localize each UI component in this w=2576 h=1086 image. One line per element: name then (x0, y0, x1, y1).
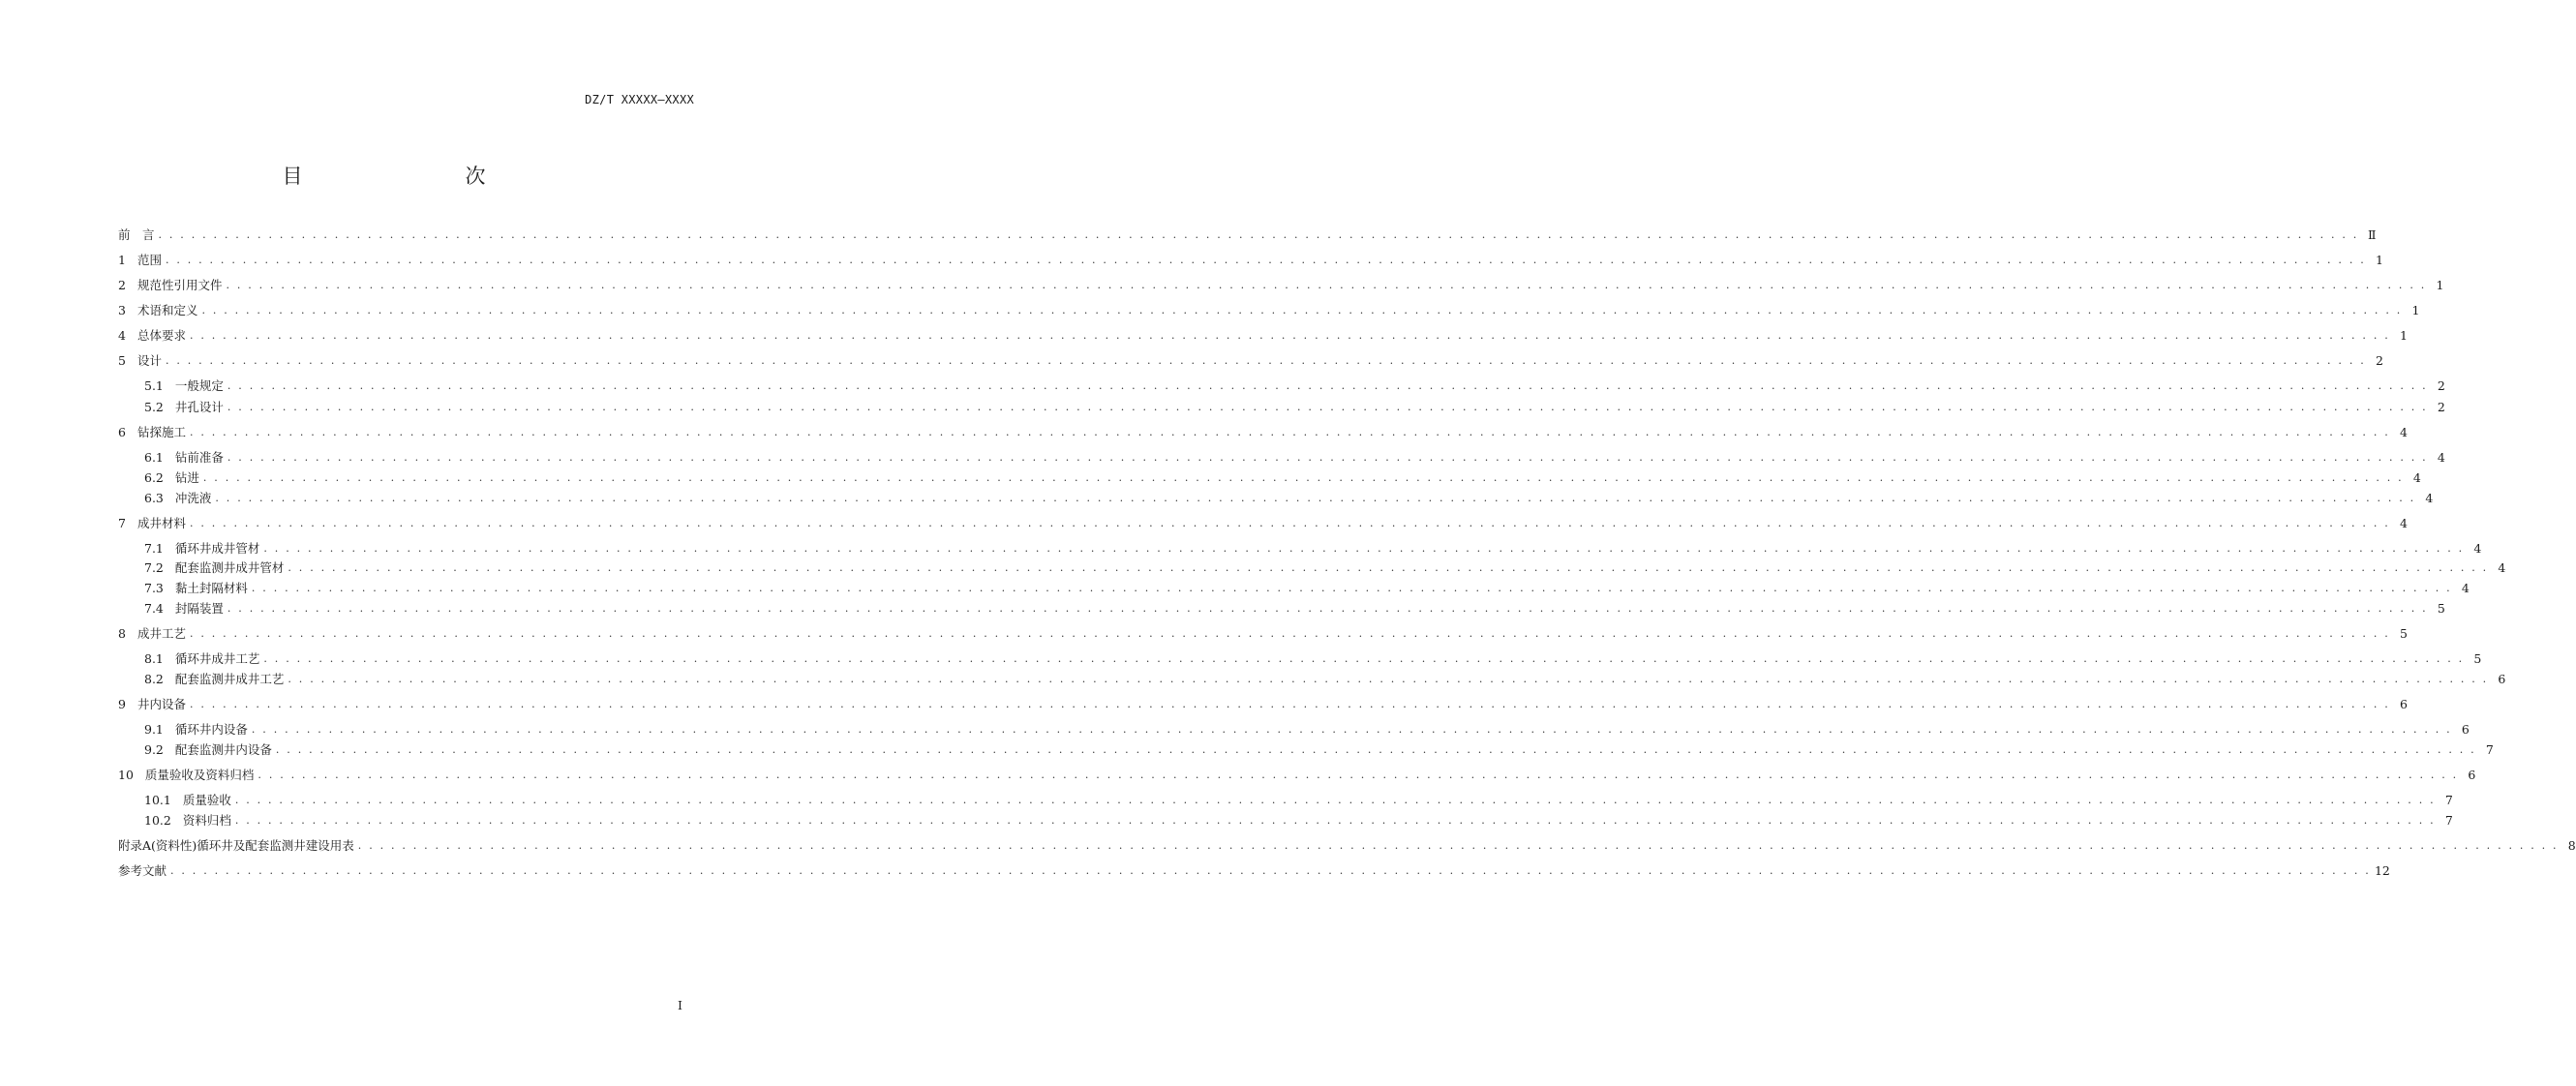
toc-entry-label: 配套监测井成井工艺 (174, 672, 285, 686)
toc-entry[interactable] (118, 300, 2420, 319)
toc-entry-number: 2 (118, 277, 126, 292)
toc-entry-label: 术语和定义 (136, 303, 198, 317)
toc-entry-label: 规范性引用文件 (136, 278, 223, 292)
toc-entry[interactable] (118, 765, 2476, 784)
toc-entry[interactable] (118, 250, 2383, 269)
toc-entry-page: 12 (2374, 862, 2390, 878)
toc-entry[interactable] (144, 598, 2445, 618)
toc-entry-number: 9 (118, 696, 126, 711)
toc-entry[interactable] (118, 694, 2408, 713)
toc-entry-number: 1 (118, 252, 126, 267)
toc-leader-dots: . . . . . . . . . . . . . . . . . . . . . . . . . . . . . . . . . . . . . . . . . . . . . . . . . . . . . . . . . . . . . . . . . . . . . . . . . . . . . . . . . . . . . . . . . . . . . . . . . . . . . . . . . . . . . . . . . . . . . . . . . . . . . . . . . . . . . . . . . . . . . . . . . . . . . . . . . . . . . . . . . . . . . . . . . . . . . . . . . . . . . . . . . . . . . . . . . . . . . . . . (258, 768, 2459, 781)
toc-leader-dots: . . . . . . . . . . . . . . . . . . . . . . . . . . . . . . . . . . . . . . . . . . . . . . . . . . . . . . . . . . . . . . . . . . . . . . . . . . . . . . . . . . . . . . . . . . . . . . . . . . . . . . . . . . . . . . . . . . . . . . . . . . . . . . . . . . . . . . . . . . . . . . . . . . . . . . . . . . . . . . . . . . . . . . . . . . . . . . . . . . . . . . . . . . . . . . . . . . . . . . . . (288, 560, 2489, 574)
toc-entry-label: 井孔设计 (174, 400, 224, 414)
toc-entry[interactable] (144, 538, 2482, 558)
toc-entry-label: 循环井成井工艺 (174, 651, 260, 666)
toc-entry-number: 7 (118, 515, 126, 530)
toc-leader-dots: . . . . . . . . . . . . . . . . . . . . . . . . . . . . . . . . . . . . . . . . . . . . . . . . . . . . . . . . . . . . . . . . . . . . . . . . . . . . . . . . . . . . . . . . . . . . . . . . . . . . . . . . . . . . . . . . . . . . . . . . . . . . . . . . . . . . . . . . . . . . . . . . . . . . . . . . . . . . . . . . . . . . . . . . . . . . . . . . . . . . . . . . . . . . . . . . . . . . . . . . (189, 516, 2390, 529)
toc-entry-number: 7.3 (144, 580, 164, 595)
toc-entry-page: 4 (2473, 540, 2482, 556)
toc-entry-number: 7.4 (144, 600, 164, 616)
toc-entry-page: 4 (2437, 449, 2445, 465)
toc-entry-label: 质量验收及资料归档 (144, 768, 255, 782)
footer-page-number: I (678, 998, 682, 1012)
toc-entry[interactable] (144, 488, 2434, 507)
toc-entry-number: 10.2 (144, 812, 171, 828)
document-code: DZ/T XXXXX—XXXX (585, 93, 694, 106)
toc-entry-page: 2 (2437, 399, 2445, 414)
toc-leader-dots: . . . . . . . . . . . . . . . . . . . . . . . . . . . . . . . . . . . . . . . . . . . . . . . . . . . . . . . . . . . . . . . . . . . . . . . . . . . . . . . . . . . . . . . . . . . . . . . . . . . . . . . . . . . . . . . . . . . . . . . . . . . . . . . . . . . . . . . . . . . . . . . . . . . . . . . . . . . . . . . . . . . . . . . . . . . . . . . . . . . . . . . . . . . . . . . . . . . . . . . . (275, 742, 2476, 756)
toc-entry-number: 8.1 (144, 650, 164, 666)
toc-entry[interactable] (144, 719, 2470, 739)
toc-leader-dots: . . . . . . . . . . . . . . . . . . . . . . . . . . . . . . . . . . . . . . . . . . . . . . . . . . . . . . . . . . . . . . . . . . . . . . . . . . . . . . . . . . . . . . . . . . . . . . . . . . . . . . . . . . . . . . . . . . . . . . . . . . . . . . . . . . . . . . . . . . . . . . . . . . . . . . . . . . . . . . . . . . . . . . . . . . . . . . . . . . . . . . . . . . . . . . . . . . . . . . . . (263, 651, 2465, 665)
toc-entry-page: 5 (2473, 650, 2482, 666)
toc-entry-page: 1 (2411, 302, 2420, 317)
toc-entry-page: 6 (2468, 767, 2476, 782)
toc-entry-label: 质量验收 (182, 793, 231, 807)
toc-entry[interactable] (118, 860, 2390, 880)
toc-entry-number: 6 (118, 424, 126, 439)
toc-leader-dots: . . . . . . . . . . . . . . . . . . . . . . . . . . . . . . . . . . . . . . . . . . . . . . . . . . . . . . . . . . . . . . . . . . . . . . . . . . . . . . . . . . . . . . . . . . . . . . . . . . . . . . . . . . . . . . . . . . . . . . . . . . . . . . . . . . . . . . . . . . . . . . . . . . . . . . . . . . . . . . . . . . . . . . . . . . . . . . . . . . . . . . . . . . . . . . . . . . . . . . . . (227, 378, 2428, 392)
toc-entry-number: 5.2 (144, 399, 164, 414)
toc-entry[interactable] (118, 350, 2383, 370)
toc-entry-label: 钻进 (174, 470, 199, 485)
toc-entry-number: 10.1 (144, 792, 171, 807)
toc-entry-label: 冲洗液 (174, 491, 212, 505)
toc-leader-dots: . . . . . . . . . . . . . . . . . . . . . . . . . . . . . . . . . . . . . . . . . . . . . . . . . . . . . . . . . . . . . . . . . . . . . . . . . . . . . . . . . . . . . . . . . . . . . . . . . . . . . . . . . . . . . . . . . . . . . . . . . . . . . . . . . . . . . . . . . . . . . . . . . . . . . . . . . . . . . . . . . . . . . . . . . . . . . . . . . . . . . . . . . . . . . . . . . . . . . . . . (227, 400, 2428, 413)
toc-entry-page: 2 (2437, 377, 2445, 393)
toc-entry-label: 循环井成井管材 (174, 541, 260, 556)
toc-entry-number: 6.3 (144, 490, 164, 505)
toc-entry-page: 6 (2498, 671, 2506, 686)
toc-leader-dots: . . . . . . . . . . . . . . . . . . . . . . . . . . . . . . . . . . . . . . . . . . . . . . . . . . . . . . . . . . . . . . . . . . . . . . . . . . . . . . . . . . . . . . . . . . . . . . . . . . . . . . . . . . . . . . . . . . . . . . . . . . . . . . . . . . . . . . . . . . . . . . . . . . . . . . . . . . . . . . . . . . . . . . . . . . . . . . . . . . . . . . . . . . . . . . . . . . . . . . . . (227, 450, 2428, 464)
toc-leader-dots: . . . . . . . . . . . . . . . . . . . . . . . . . . . . . . . . . . . . . . . . . . . . . . . . . . . . . . . . . . . . . . . . . . . . . . . . . . . . . . . . . . . . . . . . . . . . . . . . . . . . . . . . . . . . . . . . . . . . . . . . . . . . . . . . . . . . . . . . . . . . . . . . . . . . . . . . . . . . . . . . . . . . . . . . . . . . . . . . . . . . . . . . . . . . . . . . . . . . . . . . (189, 626, 2390, 640)
toc-leader-dots: . . . . . . . . . . . . . . . . . . . . . . . . . . . . . . . . . . . . . . . . . . . . . . . . . . . . . . . . . . . . . . . . . . . . . . . . . . . . . . . . . . . . . . . . . . . . . . . . . . . . . . . . . . . . . . . . . . . . . . . . . . . . . . . . . . . . . . . . . . . . . . . . . . . . . . . . . . . . . . . . . . . . . . . . . . . . . . . . . . . . . . . . . . . . . . . . . . . . . . . . (251, 722, 2452, 736)
toc-entry[interactable] (118, 623, 2408, 643)
toc-entry[interactable] (118, 835, 2576, 855)
toc-entry-label: 钻前准备 (174, 450, 224, 465)
toc-leader-dots: . . . . . . . . . . . . . . . . . . . . . . . . . . . . . . . . . . . . . . . . . . . . . . . . . . . . . . . . . . . . . . . . . . . . . . . . . . . . . . . . . . . . . . . . . . . . . . . . . . . . . . . . . . . . . . . . . . . . . . . . . . . . . . . . . . . . . . . . . . . . . . . . . . . . . . . . . . . . . . . . . . . . . . . . . . . . . . . . . . . . . . . . . . . . . . . . . . . . . . . . (189, 328, 2390, 342)
toc-entry-page: 7 (2444, 812, 2453, 828)
toc-entry-number: 5 (118, 352, 126, 368)
toc-leader-dots: . . . . . . . . . . . . . . . . . . . . . . . . . . . . . . . . . . . . . . . . . . . . . . . . . . . . . . . . . . . . . . . . . . . . . . . . . . . . . . . . . . . . . . . . . . . . . . . . . . . . . . . . . . . . . . . . . . . . . . . . . . . . . . . . . . . . . . . . . . . . . . . . . . . . . . . . . . . . . . . . . . . . . . . . . . . . . . . . . . . . . . . . . . . . . . . . . . . . . . . . (202, 470, 2404, 484)
toc-leader-dots: . . . . . . . . . . . . . . . . . . . . . . . . . . . . . . . . . . . . . . . . . . . . . . . . . . . . . . . . . . . . . . . . . . . . . . . . . . . . . . . . . . . . . . . . . . . . . . . . . . . . . . . . . . . . . . . . . . . . . . . . . . . . . . . . . . . . . . . . . . . . . . . . . . . . . . . . . . . . . . . . . . . . . . . . . . . . . . . . . . . . . . . . . . . . . . . . . . . . . . . . (288, 672, 2489, 685)
page-title: 目 次 (282, 165, 527, 188)
toc-entry[interactable] (144, 649, 2482, 668)
toc-entry[interactable] (144, 447, 2445, 467)
toc-entry-page: 5 (2437, 600, 2445, 616)
toc-entry-page: 1 (2399, 327, 2408, 343)
toc-leader-dots: . . . . . . . . . . . . . . . . . . . . . . . . . . . . . . . . . . . . . . . . . . . . . . . . . . . . . . . . . . . . . . . . . . . . . . . . . . . . . . . . . . . . . . . . . . . . . . . . . . . . . . . . . . . . . . . . . . . . . . . . . . . . . . . . . . . . . . . . . . . . . . . . . . . . . . . . . . . . . . . . . . . . . . . . . . . . . . . . . . . . . . . . . . . . . . . . . . . . . . . . (170, 863, 2371, 877)
toc-entry-page: 4 (2461, 580, 2470, 595)
toc-entry-number: 9.1 (144, 721, 164, 737)
toc-entry-label: 配套监测井成井管材 (174, 560, 285, 575)
toc-entry[interactable] (144, 376, 2445, 395)
toc-entry-page: 4 (2399, 515, 2408, 530)
toc-leader-dots: . . . . . . . . . . . . . . . . . . . . . . . . . . . . . . . . . . . . . . . . . . . . . . . . . . . . . . . . . . . . . . . . . . . . . . . . . . . . . . . . . . . . . . . . . . . . . . . . . . . . . . . . . . . . . . . . . . . . . . . . . . . . . . . . . . . . . . . . . . . . . . . . . . . . . . . . . . . . . . . . . . . . . . . . . . . . . . . . . . . . . . . . . . . . . . . . . . . . . . . . (189, 425, 2390, 438)
toc-entry[interactable] (118, 422, 2408, 441)
toc-entry[interactable] (144, 669, 2506, 688)
toc-entry[interactable] (144, 810, 2453, 830)
toc-entry-number: 6.2 (144, 469, 164, 485)
toc-leader-dots: . . . . . . . . . . . . . . . . . . . . . . . . . . . . . . . . . . . . . . . . . . . . . . . . . . . . . . . . . . . . . . . . . . . . . . . . . . . . . . . . . . . . . . . . . . . . . . . . . . . . . . . . . . . . . . . . . . . . . . . . . . . . . . . . . . . . . . . . . . . . . . . . . . . . . . . . . . . . . . . . . . . . . . . . . . . . . . . . . . . . . . . . . . . . . . . . . . . . . . . . (215, 491, 2416, 504)
toc-leader-dots: . . . . . . . . . . . . . . . . . . . . . . . . . . . . . . . . . . . . . . . . . . . . . . . . . . . . . . . . . . . . . . . . . . . . . . . . . . . . . . . . . . . . . . . . . . . . . . . . . . . . . . . . . . . . . . . . . . . . . . . . . . . . . . . . . . . . . . . . . . . . . . . . . . . . . . . . . . . . . . . . . . . . . . . . . . . . . . . . . . . . . . . . . . . . . . . . . . . . . . . . (165, 353, 2366, 367)
toc-entry[interactable] (118, 325, 2408, 345)
toc-entry-label: 范围 (136, 253, 162, 267)
toc-entry-page: 4 (2412, 469, 2421, 485)
toc-entry-label: 配套监测井内设备 (174, 742, 272, 757)
toc-entry-page: 6 (2461, 721, 2470, 737)
toc-leader-dots: . . . . . . . . . . . . . . . . . . . . . . . . . . . . . . . . . . . . . . . . . . . . . . . . . . . . . . . . . . . . . . . . . . . . . . . . . . . . . . . . . . . . . . . . . . . . . . . . . . . . . . . . . . . . . . . . . . . . . . . . . . . . . . . . . . . . . . . . . . . . . . . . . . . . . . . . . . . . . . . . . . . . . . . . . . . . . . . . . . . . . . . . . . . . . . . . . . . . . . . . (226, 278, 2427, 291)
toc-leader-dots: . . . . . . . . . . . . . . . . . . . . . . . . . . . . . . . . . . . . . . . . . . . . . . . . . . . . . . . . . . . . . . . . . . . . . . . . . . . . . . . . . . . . . . . . . . . . . . . . . . . . . . . . . . . . . . . . . . . . . . . . . . . . . . . . . . . . . . . . . . . . . . . . . . . . . . . . . . . . . . . . . . . . . . . . . . . . . . . . . . . . . . . . . . . . . . . . . . . . . . . . (251, 581, 2452, 594)
toc-entry-number: 3 (118, 302, 126, 317)
toc-entry-page: 4 (2399, 424, 2408, 439)
toc-leader-dots: . . . . . . . . . . . . . . . . . . . . . . . . . . . . . . . . . . . . . . . . . . . . . . . . . . . . . . . . . . . . . . . . . . . . . . . . . . . . . . . . . . . . . . . . . . . . . . . . . . . . . . . . . . . . . . . . . . . . . . . . . . . . . . . . . . . . . . . . . . . . . . . . . . . . . . . . . . . . . . . . . . . . . . . . . . . . . . . . . . . . . . . . . . . . . . . . . . . . . . . . (263, 541, 2465, 555)
toc-entry-number: 8.2 (144, 671, 164, 686)
toc-entry-label: 循环井内设备 (174, 722, 248, 737)
toc-entry-label: 参考文献 (118, 863, 167, 878)
toc-entry-number: 7.1 (144, 540, 164, 556)
toc-entry-label: 成井材料 (136, 516, 186, 530)
toc-entry-label: 设计 (136, 353, 162, 368)
toc-entry-label: 黏土封隔材料 (174, 581, 248, 595)
toc-entry-page: 1 (2375, 252, 2383, 267)
toc-entry-number: 5.1 (144, 377, 164, 393)
toc-leader-dots: . . . . . . . . . . . . . . . . . . . . . . . . . . . . . . . . . . . . . . . . . . . . . . . . . . . . . . . . . . . . . . . . . . . . . . . . . . . . . . . . . . . . . . . . . . . . . . . . . . . . . . . . . . . . . . . . . . . . . . . . . . . . . . . . . . . . . . . . . . . . . . . . . . . . . . . . . . . . . . . . . . . . . . . . . . . . . . . . . . . . . . . . . . . . . . . . . . . . . . . . (158, 227, 2359, 241)
toc-entry-number: 6.1 (144, 449, 164, 465)
toc-leader-dots: . . . . . . . . . . . . . . . . . . . . . . . . . . . . . . . . . . . . . . . . . . . . . . . . . . . . . . . . . . . . . . . . . . . . . . . . . . . . . . . . . . . . . . . . . . . . . . . . . . . . . . . . . . . . . . . . . . . . . . . . . . . . . . . . . . . . . . . . . . . . . . . . . . . . . . . . . . . . . . . . . . . . . . . . . . . . . . . . . . . . . . . . . . . . . . . . . . . . . . . . (165, 253, 2366, 266)
toc-entry-number: 9.2 (144, 741, 164, 757)
toc-entry-number: 8 (118, 625, 126, 641)
toc-entry-label: 封隔装置 (174, 601, 224, 616)
toc-leader-dots: . . . . . . . . . . . . . . . . . . . . . . . . . . . . . . . . . . . . . . . . . . . . . . . . . . . . . . . . . . . . . . . . . . . . . . . . . . . . . . . . . . . . . . . . . . . . . . . . . . . . . . . . . . . . . . . . . . . . . . . . . . . . . . . . . . . . . . . . . . . . . . . . . . . . . . . . . . . . . . . . . . . . . . . . . . . . . . . . . . . . . . . . . . . . . . . . . . . . . . . . (189, 697, 2390, 710)
toc-entry[interactable] (144, 739, 2494, 759)
toc-entry[interactable] (144, 790, 2453, 809)
toc-entry-number: 7.2 (144, 559, 164, 575)
toc-entry-page: 4 (2498, 559, 2506, 575)
toc-entry-page: 7 (2444, 792, 2453, 807)
toc-entry-page: 7 (2485, 741, 2494, 757)
toc-entry-page: 8 (2567, 837, 2576, 853)
toc-leader-dots: . . . . . . . . . . . . . . . . . . . . . . . . . . . . . . . . . . . . . . . . . . . . . . . . . . . . . . . . . . . . . . . . . . . . . . . . . . . . . . . . . . . . . . . . . . . . . . . . . . . . . . . . . . . . . . . . . . . . . . . . . . . . . . . . . . . . . . . . . . . . . . . . . . . . . . . . . . . . . . . . . . . . . . . . . . . . . . . . . . . . . . . . . . . . . . . . . . . . . . . . (357, 838, 2559, 852)
toc-entry-label: 前 言 (118, 227, 155, 242)
toc-entry-label: 成井工艺 (136, 626, 186, 641)
toc-entry[interactable] (144, 397, 2445, 416)
toc-entry-number: 4 (118, 327, 126, 343)
toc-entry-label: 钻探施工 (136, 425, 186, 439)
toc-leader-dots: . . . . . . . . . . . . . . . . . . . . . . . . . . . . . . . . . . . . . . . . . . . . . . . . . . . . . . . . . . . . . . . . . . . . . . . . . . . . . . . . . . . . . . . . . . . . . . . . . . . . . . . . . . . . . . . . . . . . . . . . . . . . . . . . . . . . . . . . . . . . . . . . . . . . . . . . . . . . . . . . . . . . . . . . . . . . . . . . . . . . . . . . . . . . . . . . . . . . . . . . (227, 601, 2428, 615)
toc-entry-page: 2 (2375, 352, 2383, 368)
toc-entry[interactable] (144, 558, 2506, 577)
toc-entry[interactable] (144, 578, 2470, 597)
toc-leader-dots: . . . . . . . . . . . . . . . . . . . . . . . . . . . . . . . . . . . . . . . . . . . . . . . . . . . . . . . . . . . . . . . . . . . . . . . . . . . . . . . . . . . . . . . . . . . . . . . . . . . . . . . . . . . . . . . . . . . . . . . . . . . . . . . . . . . . . . . . . . . . . . . . . . . . . . . . . . . . . . . . . . . . . . . . . . . . . . . . . . . . . . . . . . . . . . . . . . . . . . . . (234, 813, 2436, 827)
toc-leader-dots: . . . . . . . . . . . . . . . . . . . . . . . . . . . . . . . . . . . . . . . . . . . . . . . . . . . . . . . . . . . . . . . . . . . . . . . . . . . . . . . . . . . . . . . . . . . . . . . . . . . . . . . . . . . . . . . . . . . . . . . . . . . . . . . . . . . . . . . . . . . . . . . . . . . . . . . . . . . . . . . . . . . . . . . . . . . . . . . . . . . . . . . . . . . . . . . . . . . . . . . . (201, 303, 2403, 317)
toc-entry-page: 1 (2436, 277, 2444, 292)
toc-entry[interactable] (118, 275, 2444, 294)
toc-entry-page: 5 (2399, 625, 2408, 641)
toc-entry[interactable] (118, 225, 2377, 244)
toc-entry-label: 总体要求 (136, 328, 186, 343)
toc-leader-dots: . . . . . . . . . . . . . . . . . . . . . . . . . . . . . . . . . . . . . . . . . . . . . . . . . . . . . . . . . . . . . . . . . . . . . . . . . . . . . . . . . . . . . . . . . . . . . . . . . . . . . . . . . . . . . . . . . . . . . . . . . . . . . . . . . . . . . . . . . . . . . . . . . . . . . . . . . . . . . . . . . . . . . . . . . . . . . . . . . . . . . . . . . . . . . . . . . . . . . . . . (234, 793, 2436, 806)
toc-entry-page: 4 (2425, 490, 2434, 505)
toc-entry[interactable] (144, 468, 2421, 487)
toc-entry-label: 附录A(资料性)循环井及配套监测井建设用表 (118, 838, 354, 853)
toc-entry-page: 6 (2399, 696, 2408, 711)
toc-entry-label: 资料归档 (182, 813, 231, 828)
toc-entry-page: Ⅱ (2367, 226, 2377, 242)
toc-entry[interactable] (118, 513, 2408, 532)
toc-entry-label: 一般规定 (174, 378, 224, 393)
toc-entry-number: 10 (118, 767, 134, 782)
toc-entry-label: 井内设备 (136, 697, 186, 711)
